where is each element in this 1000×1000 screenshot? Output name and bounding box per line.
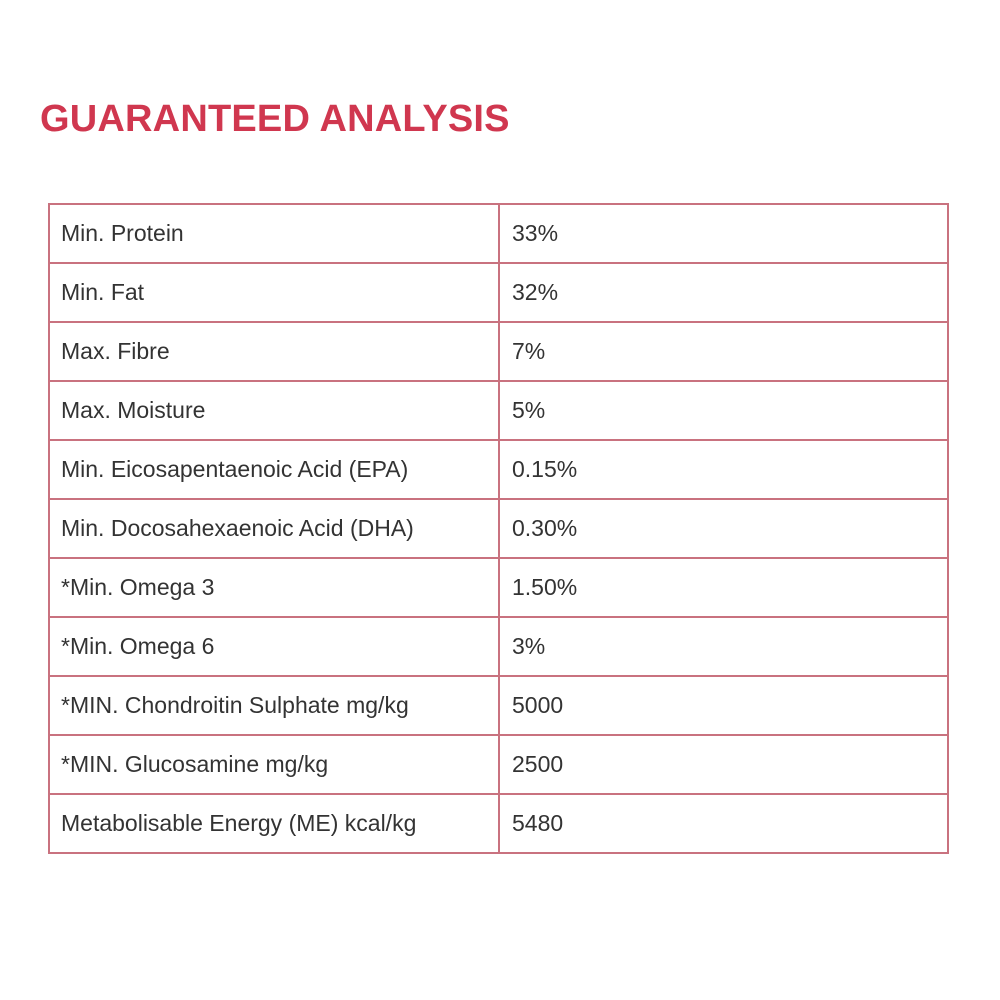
nutrient-name: *Min. Omega 3 xyxy=(49,558,499,617)
nutrient-value: 33% xyxy=(499,204,948,263)
nutrient-value: 3% xyxy=(499,617,948,676)
nutrient-name: Max. Fibre xyxy=(49,322,499,381)
table-body xyxy=(49,204,948,853)
nutrient-value: 5% xyxy=(499,381,948,440)
nutrient-name: Min. Eicosapentaenoic Acid (EPA) xyxy=(49,440,499,499)
nutrient-value: 0.15% xyxy=(499,440,948,499)
nutrient-value: 1.50% xyxy=(499,558,948,617)
table-row xyxy=(49,440,948,499)
nutrient-name: *MIN. Chondroitin Sulphate mg/kg xyxy=(49,676,499,735)
nutrient-name: Min. Docosahexaenoic Acid (DHA) xyxy=(49,499,499,558)
table-row xyxy=(49,204,948,263)
nutrient-name: *Min. Omega 6 xyxy=(49,617,499,676)
nutrient-name: Min. Protein xyxy=(49,204,499,263)
table-row xyxy=(49,499,948,558)
page-title: GUARANTEED ANALYSIS xyxy=(40,98,510,140)
table-row xyxy=(49,381,948,440)
table-row xyxy=(49,322,948,381)
table-row xyxy=(49,263,948,322)
nutrient-value: 7% xyxy=(499,322,948,381)
table-row xyxy=(49,558,948,617)
table-row xyxy=(49,617,948,676)
nutrient-value: 5000 xyxy=(499,676,948,735)
nutrient-value: 5480 xyxy=(499,794,948,853)
nutrient-name: Max. Moisture xyxy=(49,381,499,440)
table-row xyxy=(49,676,948,735)
guaranteed-analysis-table xyxy=(48,203,949,854)
table-row xyxy=(49,735,948,794)
nutrient-name: Metabolisable Energy (ME) kcal/kg xyxy=(49,794,499,853)
nutrient-name: Min. Fat xyxy=(49,263,499,322)
nutrient-value: 0.30% xyxy=(499,499,948,558)
nutrient-value: 2500 xyxy=(499,735,948,794)
table-row xyxy=(49,794,948,853)
nutrient-value: 32% xyxy=(499,263,948,322)
nutrient-name: *MIN. Glucosamine mg/kg xyxy=(49,735,499,794)
